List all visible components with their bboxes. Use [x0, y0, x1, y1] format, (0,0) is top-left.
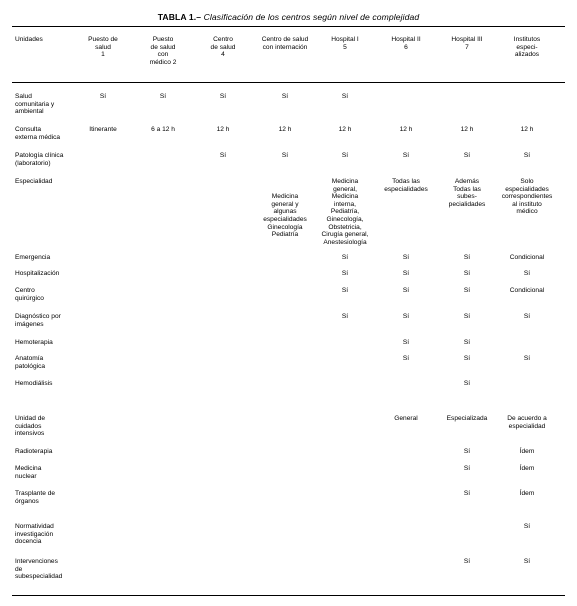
row-label: Hospitalización [15, 270, 60, 277]
table-cell: Sí [99, 93, 107, 100]
table-title-label: TABLA 1.– [157, 12, 202, 22]
table-cell: Sí [219, 152, 227, 159]
header-rule [12, 82, 565, 83]
table-cell: Sí [463, 254, 471, 261]
row-label: Medicina nuclear [15, 465, 42, 480]
row-label: Trasplante de órganos [15, 490, 56, 505]
table-cell: Sí [463, 270, 471, 277]
table-cell: Condicional [509, 254, 545, 261]
row-label: Especialidad [15, 178, 53, 185]
table-cell: Sí [159, 93, 167, 100]
column-header-hospital-2: Hospital II 6 [391, 36, 421, 51]
table-cell: Sí [219, 93, 227, 100]
table-cell: Sí [402, 355, 410, 362]
table-cell: Sí [402, 270, 410, 277]
table-cell: Ídem [519, 448, 535, 455]
table-cell: Sí [523, 270, 531, 277]
table-cell: Sí [523, 152, 531, 159]
table-cell: Sí [463, 380, 471, 387]
column-header-puesto-salud: Puesto de salud 1 [88, 36, 118, 59]
table-cell: Sí [281, 93, 289, 100]
table-cell: Medicina general y algunas especialidades Ginecología Pediatría [263, 193, 307, 239]
table-cell: Sí [402, 287, 410, 294]
table-cell: Sí [463, 313, 471, 320]
table-cell: Sí [463, 558, 471, 565]
table-cell: 12 h [520, 126, 534, 133]
row-label: Anatomía patológica [15, 355, 46, 370]
table-cell: Solo especialidades correspondientes al instituto médico [501, 178, 553, 216]
row-label: Intervenciones de subespecialidad [15, 558, 63, 581]
column-header-unit: Unidades [15, 36, 43, 43]
table-title-caption: Clasificación de los centros según nivel de complejidad [203, 12, 420, 22]
column-header-puesto-medico: Puesto de salud con médico 2 [149, 36, 177, 66]
row-label: Salud comunitaria y ambiental [15, 93, 55, 116]
table-cell: 12 h [399, 126, 413, 133]
table-cell: 12 h [460, 126, 474, 133]
table-cell: Sí [341, 254, 349, 261]
top-rule [12, 26, 565, 27]
table-cell: Además Todas las subes- pecialidades [448, 178, 486, 208]
table-cell: Sí [463, 355, 471, 362]
table-cell: De acuerdo a especialidad [507, 415, 547, 430]
table-cell: Sí [402, 339, 410, 346]
row-label: Diagnóstico por imágenes [15, 313, 61, 328]
table-title [0, 12, 577, 22]
table-cell: Sí [523, 558, 531, 565]
row-label: Normatividad investigación docencia [15, 523, 54, 546]
table-cell: Sí [523, 313, 531, 320]
table-cell: Sí [463, 490, 471, 497]
column-header-hospital-3: Hospital III 7 [451, 36, 483, 51]
table-cell: Sí [341, 287, 349, 294]
table-cell: 12 h [216, 126, 230, 133]
table-cell: Sí [463, 287, 471, 294]
column-header-hospital-1: Hospital I 5 [331, 36, 359, 51]
table-cell: 6 a 12 h [151, 126, 175, 133]
row-label: Consulta externa médica [15, 126, 61, 141]
row-label: Patología clínica (laboratorio) [15, 152, 64, 167]
table-cell: Sí [463, 448, 471, 455]
row-label: Hemoterapia [15, 339, 53, 346]
table-cell: Ídem [519, 490, 535, 497]
table-cell: 12 h [278, 126, 292, 133]
table-cell: Sí [463, 339, 471, 346]
table-cell: General [394, 415, 418, 422]
row-label: Unidad de cuidados intensivos [15, 415, 46, 438]
table-cell: Sí [523, 523, 531, 530]
table-cell: Sí [341, 270, 349, 277]
table-cell: Especializada [446, 415, 488, 422]
table-cell: 12 h [338, 126, 352, 133]
bottom-rule [12, 595, 565, 596]
column-header-institutos: Institutos especi- alizados [513, 36, 541, 59]
table-cell: Sí [463, 152, 471, 159]
table-cell: Sí [523, 355, 531, 362]
table-cell: Condicional [509, 287, 545, 294]
table-cell: Sí [341, 93, 349, 100]
table-cell: Sí [402, 313, 410, 320]
table-cell: Sí [281, 152, 289, 159]
table-cell: Sí [341, 152, 349, 159]
row-label: Centro quirúrgico [15, 287, 44, 302]
table-cell: Sí [463, 465, 471, 472]
row-label: Radioterapia [15, 448, 53, 455]
table-cell: Todas las especialidades [384, 178, 428, 193]
table-cell: Sí [341, 313, 349, 320]
table-cell: Ídem [519, 465, 535, 472]
table-cell: Medicina general, Medicina interna, Pediatría, Ginecología, Obstetricia, Cirugía general, Anestesiología [321, 178, 369, 246]
row-label: Hemodiálisis [15, 380, 53, 387]
table-cell: Sí [402, 254, 410, 261]
table-cell: Itinerante [89, 126, 117, 133]
column-header-centro-salud: Centro de salud 4 [210, 36, 236, 59]
table-cell: Sí [402, 152, 410, 159]
column-header-centro-internacion: Centro de salud con internación [261, 36, 309, 51]
row-label: Emergencia [15, 254, 51, 261]
